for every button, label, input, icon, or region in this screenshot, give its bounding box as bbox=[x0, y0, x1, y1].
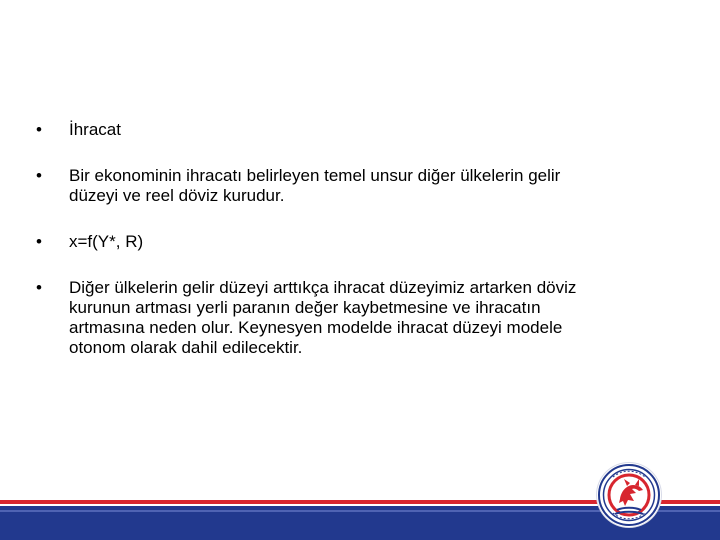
bullet-item-function bbox=[36, 232, 676, 252]
bullet-line: x=f(Y*, R) bbox=[69, 232, 144, 251]
bullet-item-determinants bbox=[36, 166, 676, 206]
bullet-line: kurunun artması yerli paranın değer kaybetmesine ve ihracatın bbox=[69, 298, 541, 317]
university-seal bbox=[597, 463, 661, 527]
bullet-line: düzeyi ve reel döviz kurudur. bbox=[69, 186, 285, 205]
bullet-line: artmasına neden olur. Keynesyen modelde ihracat düzeyi modele bbox=[69, 318, 563, 337]
bullet-line: Diğer ülkelerin gelir düzeyi arttıkça ihracat düzeyimiz artarken döviz bbox=[69, 278, 577, 297]
bullet-symbol: • bbox=[36, 166, 42, 185]
bullet-text-exports bbox=[69, 120, 676, 140]
bullet-symbol: • bbox=[36, 232, 42, 251]
bullet-text-function bbox=[69, 232, 676, 252]
bullet-symbol: • bbox=[36, 278, 42, 297]
bullet-text-determinants bbox=[69, 166, 676, 206]
bullet-line: İhracat bbox=[69, 120, 121, 139]
bullet-line: Bir ekonominin ihracatı belirleyen temel unsur diğer ülkelerin gelir bbox=[69, 166, 561, 185]
bullet-text-explanation bbox=[69, 278, 676, 358]
bullet-item-exports bbox=[36, 120, 676, 140]
bullet-list bbox=[36, 120, 676, 384]
bullet-symbol: • bbox=[36, 120, 42, 139]
bullet-line: otonom olarak dahil edilecektir. bbox=[69, 338, 303, 357]
bullet-item-explanation bbox=[36, 278, 676, 358]
